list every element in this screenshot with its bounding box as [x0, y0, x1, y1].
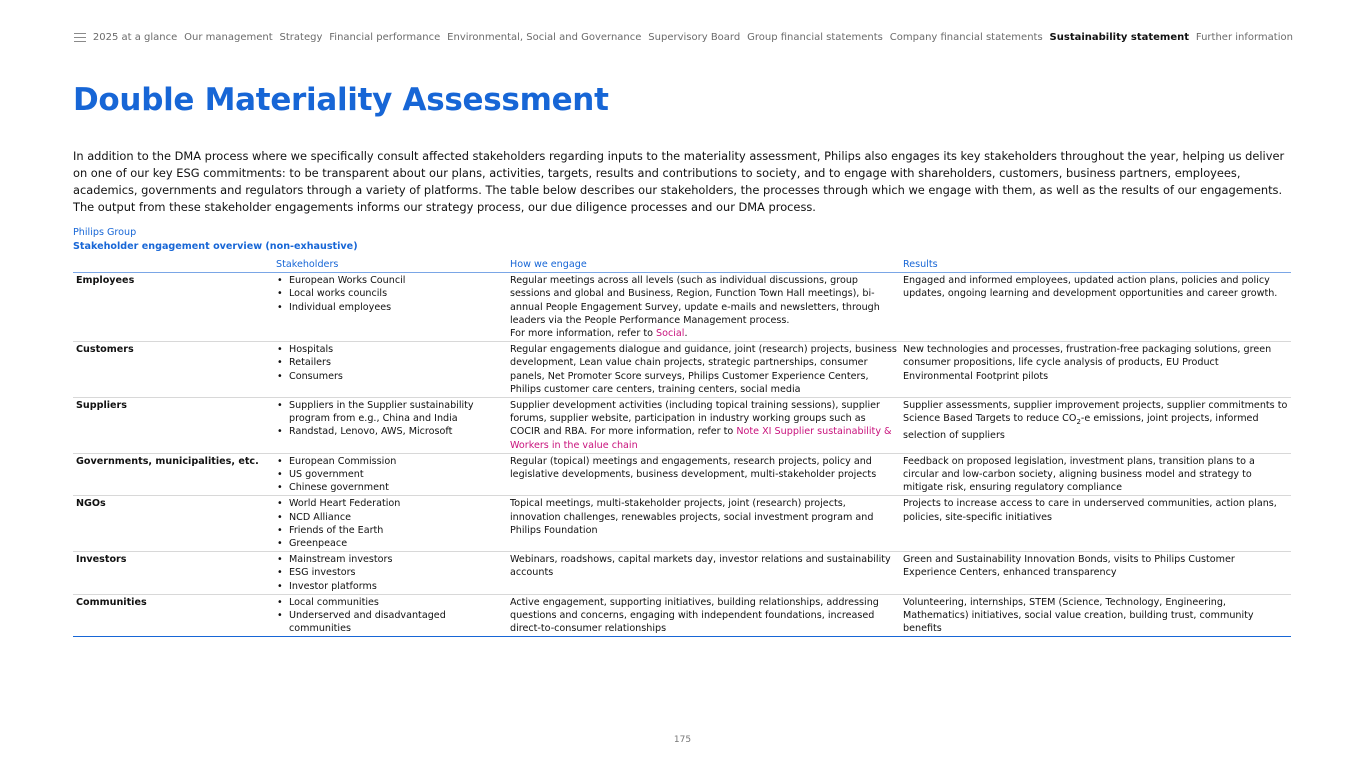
nav-item-financial-performance[interactable]: Financial performance	[329, 31, 441, 43]
stakeholder-item: • Individual employees	[276, 301, 504, 314]
row-results: Green and Sustainability Innovation Bonds, visits to Philips Customer Experience Centers, enhanced transparency	[900, 552, 1291, 595]
nav-item-esg[interactable]: Environmental, Social and Governance	[447, 31, 642, 43]
row-stakeholders	[273, 496, 507, 552]
results-text-pre: Supplier assessments, supplier improvement projects, supplier commitments to Science Based Targets to reduce CO	[903, 400, 1288, 425]
table-row	[73, 342, 1291, 398]
row-group-label: NGOs	[73, 496, 273, 552]
top-navigation	[74, 25, 1293, 49]
table-row	[73, 453, 1291, 496]
row-stakeholders	[273, 594, 507, 637]
stakeholder-item: • Local communities	[276, 596, 504, 609]
header-how-we-engage: How we engage	[507, 256, 900, 273]
engage-note-tail: .	[684, 328, 688, 340]
stakeholder-item: • Local works councils	[276, 287, 504, 300]
stakeholder-item: • Greenpeace	[276, 537, 504, 550]
stakeholder-item: • Hospitals	[276, 343, 504, 356]
engage-text: Regular meetings across all levels (such as individual discussions, group sessions and global and Business, Region, Function Town Hall meetings), bi-annual People Engagement Survey, update e-mails and newsletters, through leaders via the People Performance Management process.	[510, 275, 880, 326]
table-title-caption: Stakeholder engagement overview (non-exhaustive)	[73, 241, 358, 252]
row-stakeholders	[273, 453, 507, 496]
engage-note-text: For more information, refer to	[510, 328, 656, 340]
nav-item-group-financial-statements[interactable]: Group financial statements	[747, 31, 883, 43]
row-results: Engaged and informed employees, updated action plans, policies and policy updates, ongoing learning and development opportunities and career growth.	[900, 273, 1291, 342]
intro-paragraph: In addition to the DMA process where we specifically consult affected stakeholders regarding inputs to the materiality assessment, Philips also engages its key stakeholders throughout the year, helping us deliver on one of our key ESG commitments: to be transparent about our plans, activities, targets, results and contributions to society, and to engage with shareholders, customers, business partners, employees, academics, governments and regulators through a variety of platforms. The table below describes our stakeholders, the processes through which we engage with them, as well as the results of our engagements. The output from these stakeholder engagements informs our strategy process, our due diligence processes and our DMA process.	[73, 149, 1285, 214]
row-stakeholders	[273, 398, 507, 454]
stakeholder-engagement-table	[73, 256, 1291, 637]
row-results: Feedback on proposed legislation, investment plans, transition plans to a circular and low-carbon society, aligning business model and strategy to mitigate risk, ensuring regulatory compliance	[900, 453, 1291, 496]
table-row	[73, 398, 1291, 454]
row-how-we-engage: Active engagement, supporting initiatives, building relationships, addressing questions and concerns, engaging with independent foundations, increased direct-to-consumer relationships	[507, 594, 900, 637]
row-group-label: Customers	[73, 342, 273, 398]
nav-item-supervisory-board[interactable]: Supervisory Board	[648, 31, 741, 43]
stakeholder-item: • Investor platforms	[276, 580, 504, 593]
row-group-label: Suppliers	[73, 398, 273, 454]
nav-item-company-financial-statements[interactable]: Company financial statements	[889, 31, 1043, 43]
row-how-we-engage: Regular (topical) meetings and engagements, research projects, policy and legislative developments, business development, multi-stakeholder projects	[507, 453, 900, 496]
table-row	[73, 594, 1291, 637]
nav-item-sustainability-statement[interactable]: Sustainability statement	[1049, 31, 1190, 43]
row-group-label: Investors	[73, 552, 273, 595]
row-results: New technologies and processes, frustration-free packaging solutions, green consumer propositions, life cycle analysis of products, EU Product Environmental Footprint pilots	[900, 342, 1291, 398]
engage-text: Supplier development activities (including topical training sessions), supplier forums, supplier website, participation in industry working groups such as COCIR and RBA. For more information, refer to	[510, 400, 880, 438]
table-row	[73, 552, 1291, 595]
row-group-label: Communities	[73, 594, 273, 637]
stakeholder-item: • Consumers	[276, 370, 504, 383]
row-how-we-engage: Topical meetings, multi-stakeholder projects, joint (research) projects, innovation challenges, renewables projects, social investment program and Philips Foundation	[507, 496, 900, 552]
stakeholder-item: • Chinese government	[276, 481, 504, 494]
nav-item-strategy[interactable]: Strategy	[279, 31, 323, 43]
social-link[interactable]: Social	[656, 328, 685, 340]
table-row	[73, 273, 1291, 342]
stakeholder-item: • ESG investors	[276, 566, 504, 579]
row-how-we-engage	[507, 398, 900, 454]
row-group-label: Governments, municipalities, etc.	[73, 453, 273, 496]
results-text-post: -e emissions, joint projects, informed selection of suppliers	[903, 413, 1259, 442]
stakeholder-item: • Mainstream investors	[276, 553, 504, 566]
table-row	[73, 496, 1291, 552]
stakeholder-item: • NCD Alliance	[276, 511, 504, 524]
row-results	[900, 398, 1291, 454]
stakeholder-item: • Suppliers in the Supplier sustainability program from e.g., China and India	[276, 399, 504, 425]
stakeholder-item: • Friends of the Earth	[276, 524, 504, 537]
page-number: 175	[673, 735, 692, 745]
stakeholder-item: • Randstad, Lenovo, AWS, Microsoft	[276, 425, 504, 438]
stakeholder-item: • Retailers	[276, 356, 504, 369]
nav-item-further-information[interactable]: Further information	[1195, 31, 1293, 43]
row-stakeholders	[273, 342, 507, 398]
row-how-we-engage	[507, 273, 900, 342]
stakeholder-item: • Underserved and disadvantaged communities	[276, 609, 504, 635]
stakeholder-item: • US government	[276, 468, 504, 481]
table-company-caption: Philips Group	[73, 227, 137, 238]
table-header-row	[73, 256, 1291, 273]
row-stakeholders	[273, 273, 507, 342]
header-group	[73, 256, 273, 273]
row-stakeholders	[273, 552, 507, 595]
stakeholder-item: • World Heart Federation	[276, 497, 504, 510]
stakeholder-item: • European Works Council	[276, 274, 504, 287]
row-group-label: Employees	[73, 273, 273, 342]
supplier-sustainability-link[interactable]: Note XI Supplier sustainability & Workers in the value chain	[510, 426, 892, 451]
page-title: Double Materiality Assessment	[73, 82, 609, 118]
header-stakeholders: Stakeholders	[273, 256, 507, 273]
row-how-we-engage: Webinars, roadshows, capital markets day, investor relations and sustainability accounts	[507, 552, 900, 595]
results-subscript: 2	[1076, 418, 1081, 427]
stakeholder-item: • European Commission	[276, 455, 504, 468]
row-results: Volunteering, internships, STEM (Science, Technology, Engineering, Mathematics) initiatives, social value creation, building trust, community benefits	[900, 594, 1291, 637]
hamburger-menu-icon[interactable]	[74, 33, 86, 42]
header-results: Results	[900, 256, 1291, 273]
row-how-we-engage: Regular engagements dialogue and guidance, joint (research) projects, business development, Lean value chain projects, strategic partnerships, consumer panels, Net Promoter Score surveys, Philips Customer Experience Centers, Philips customer care centers, training centers, social media	[507, 342, 900, 398]
engage-note	[510, 327, 897, 340]
nav-item-at-a-glance[interactable]: 2025 at a glance	[92, 31, 178, 43]
row-results: Projects to increase access to care in underserved communities, action plans, policies, site-specific initiatives	[900, 496, 1291, 552]
nav-item-our-management[interactable]: Our management	[184, 31, 273, 43]
